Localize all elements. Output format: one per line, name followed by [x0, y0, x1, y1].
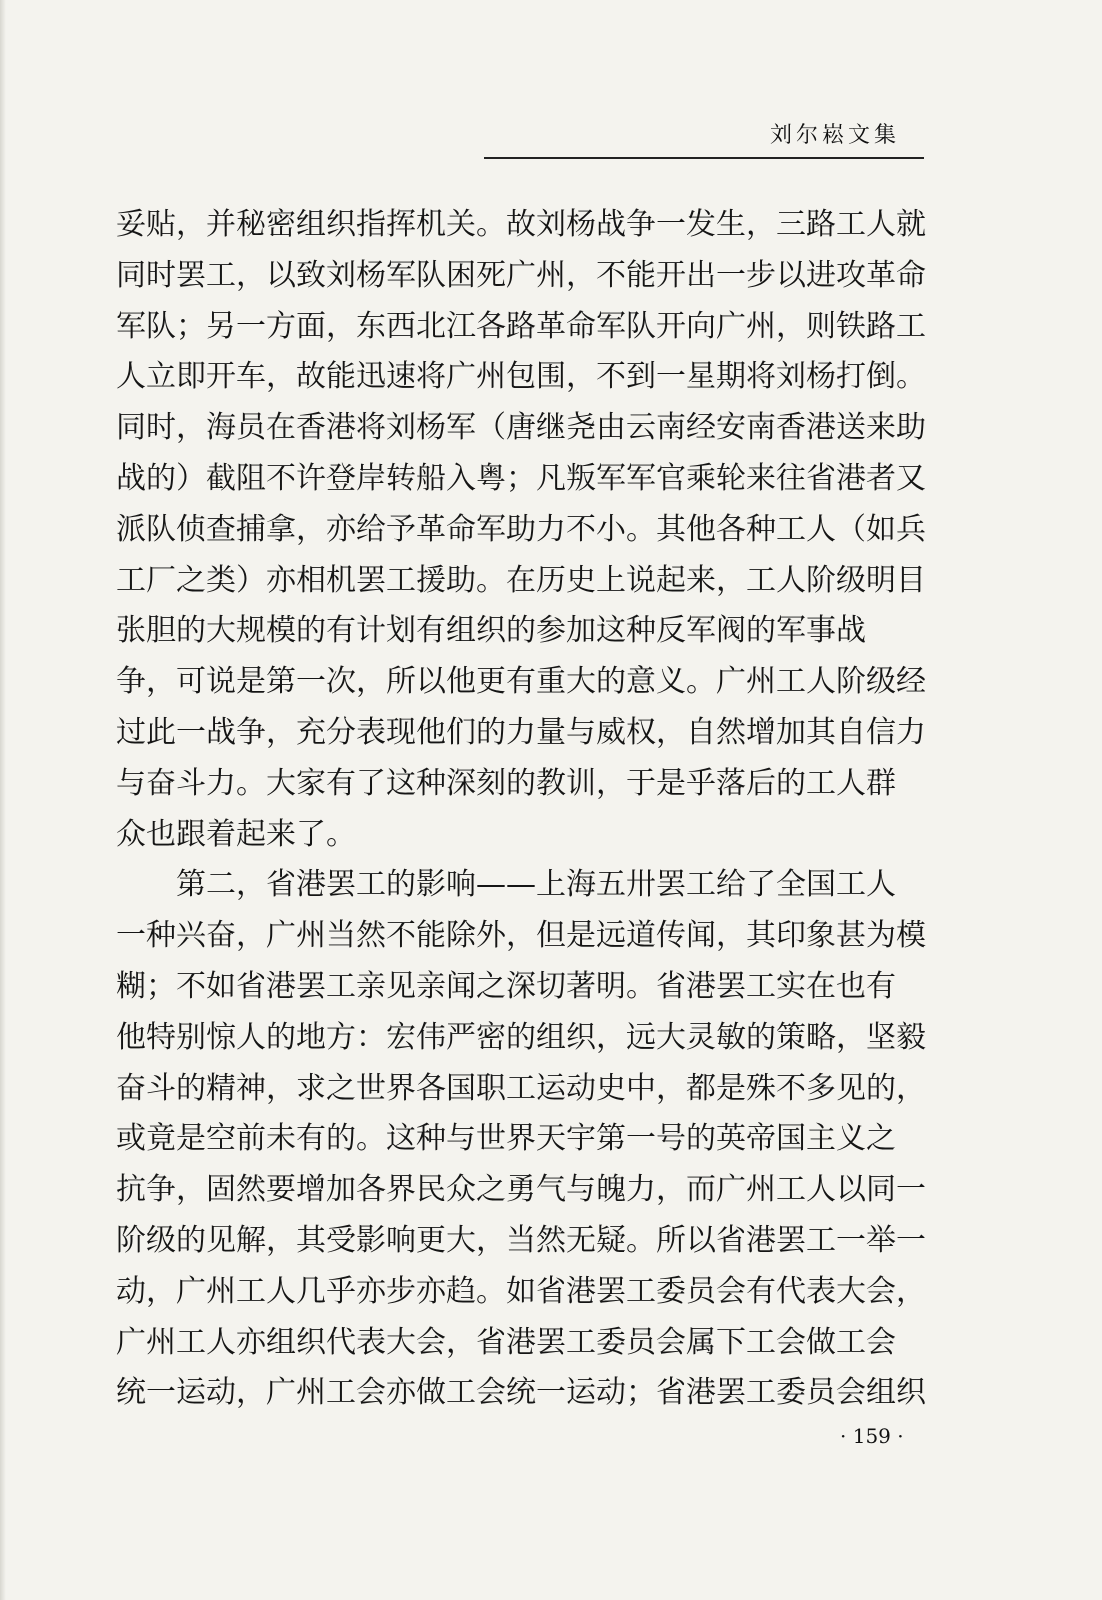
running-header-title: 刘尔崧文集 [770, 123, 901, 148]
text-line: 争，可说是第一次，所以他更有重大的意义。广州工人阶级经 [116, 664, 926, 700]
text-line: 同时罢工，以致刘杨军队困死广州，不能开出一步以进攻革命 [116, 257, 926, 293]
text-line: 同时，海员在香港将刘杨军（唐继尧由云南经安南香港送来助 [116, 410, 926, 446]
header-rule [484, 157, 924, 159]
text-line: 广州工人亦组织代表大会，省港罢工委员会属下工会做工会 [116, 1324, 896, 1360]
text-line: 军队；另一方面，东西北江各路革命军队开向广州，则铁路工 [116, 308, 926, 344]
text-line: 派队侦查捕拿，亦给予革命军助力不小。其他各种工人（如兵 [116, 511, 926, 547]
text-line: 一种兴奋，广州当然不能除外，但是远道传闻，其印象甚为模 [116, 918, 926, 954]
body-text [116, 200, 946, 1419]
text-line: 人立即开车，故能迅速将广州包围，不到一星期将刘杨打倒。 [116, 359, 926, 395]
text-line: 动，广州工人几乎亦步亦趋。如省港罢工委员会有代表大会， [116, 1273, 926, 1309]
page-number: · 159 · [840, 1424, 904, 1448]
text-line: 第二，省港罢工的影响——上海五卅罢工给了全国工人 [116, 867, 896, 903]
text-line: 奋斗的精神，求之世界各国职工运动史中，都是殊不多见的， [116, 1070, 926, 1106]
text-line: 他特别惊人的地方：宏伟严密的组织，远大灵敏的策略，坚毅 [116, 1019, 926, 1055]
text-line: 张胆的大规模的有计划有组织的参加这种反军阀的军事战 [116, 613, 866, 649]
text-line: 阶级的见解，其受影响更大，当然无疑。所以省港罢工一举一 [116, 1222, 926, 1258]
text-line: 或竟是空前未有的。这种与世界天宇第一号的英帝国主义之 [116, 1121, 896, 1157]
text-line: 众也跟着起来了。 [116, 816, 356, 852]
text-line: 统一运动，广州工会亦做工会统一运动；省港罢工委员会组织 [116, 1375, 926, 1411]
text-line: 过此一战争，充分表现他们的力量与威权，自然增加其自信力 [116, 714, 926, 750]
text-line: 工厂之类）亦相机罢工援助。在历史上说起来，工人阶级明目 [116, 562, 926, 598]
scan-edge-shadow [0, 0, 6, 1600]
text-line: 妥贴，并秘密组织指挥机关。故刘杨战争一发生，三路工人就 [116, 207, 926, 242]
text-line: 与奋斗力。大家有了这种深刻的教训，于是乎落后的工人群 [116, 765, 896, 801]
text-line: 战的）截阻不许登岸转船入粤；凡叛军军官乘轮来往省港者又 [116, 460, 926, 496]
text-line: 抗争，固然要增加各界民众之勇气与魄力，而广州工人以同一 [116, 1172, 926, 1208]
text-line: 糊；不如省港罢工亲见亲闻之深切著明。省港罢工实在也有 [116, 968, 896, 1004]
